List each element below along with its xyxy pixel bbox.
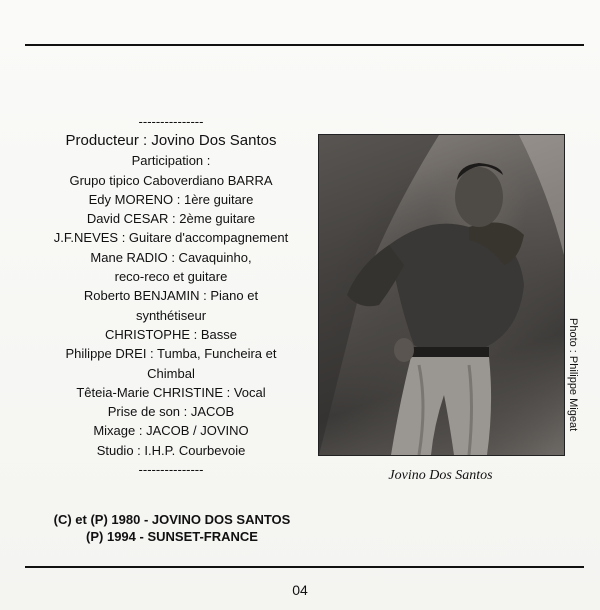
credit-line: synthétiseur	[135, 307, 207, 323]
credit-line: J.F.NEVES : Guitare d'accompagnement	[53, 230, 289, 246]
producer-line: Producteur : Jovino Dos Santos	[65, 132, 277, 150]
credit-line: Mane RADIO : Cavaquinho,	[90, 249, 252, 265]
copyright-line-1: (C) et (P) 1980 - JOVINO DOS SANTOS	[53, 512, 291, 527]
credit-line: Studio : I.H.P. Courbevoie	[96, 442, 246, 458]
photo-caption: Jovino Dos Santos	[388, 468, 493, 483]
credit-line: Chimbal	[147, 365, 195, 381]
bottom-rule	[25, 566, 584, 568]
credits-block	[40, 112, 302, 479]
credit-line: Prise de son : JACOB	[107, 404, 235, 420]
credit-line: CHRISTOPHE : Basse	[105, 326, 237, 342]
photo-credit	[566, 318, 580, 452]
credit-line: David CESAR : 2ème guitare	[86, 211, 256, 227]
credit-line: Participation :	[131, 153, 211, 169]
credit-line: Mixage : JACOB / JOVINO	[93, 423, 249, 439]
top-rule	[25, 44, 584, 46]
photo-credit-text: Photo : Philippe Migeat	[567, 318, 579, 432]
credits-separator-top: ---------------	[138, 114, 204, 129]
credit-line: Philippe DREI : Tumba, Funcheira et	[65, 346, 277, 362]
credit-line: Edy MORENO : 1ère guitare	[88, 191, 254, 207]
credit-line: Grupo tipico Caboverdiano BARRA	[69, 172, 273, 188]
credit-line: Têteia-Marie CHRISTINE : Vocal	[76, 384, 266, 400]
artist-photo	[318, 134, 565, 456]
credit-line: reco-reco et guitare	[114, 269, 228, 285]
credit-line: Roberto BENJAMIN : Piano et	[83, 288, 259, 304]
artist-photo-illustration	[319, 135, 564, 455]
page-number: 04	[292, 582, 308, 598]
copyright-line-2: (P) 1994 - SUNSET-FRANCE	[86, 529, 258, 544]
credits-separator-bottom: ---------------	[138, 462, 204, 478]
copyright-block	[22, 511, 322, 545]
